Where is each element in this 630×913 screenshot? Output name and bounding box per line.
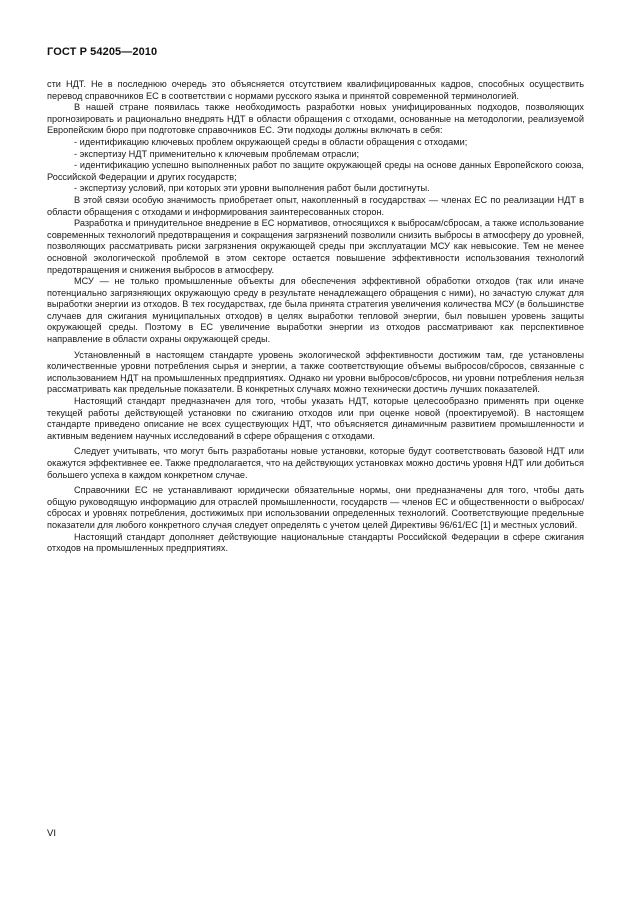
list-item: - экспертизу условий, при которых эти уровни выполнения работ были достигнуты. bbox=[74, 183, 430, 194]
page-number: VI bbox=[47, 828, 56, 839]
list-item: - идентификацию ключевых проблем окружающей среды в области обращения с отходами; bbox=[74, 136, 468, 147]
paragraph: В этой связи особую значимость приобретает опыт, накопленный в государствах — членах ЕС по реализации НДТ в области обращения с отходами и информирования заинтересованных сторон. bbox=[47, 194, 584, 217]
list-item: - экспертизу НДТ применительно к ключевым проблемам отрасли; bbox=[74, 148, 360, 159]
paragraph: Разработка и принудительное внедрение в ЕС нормативов, относящихся к выбросам/сбросам, а также использование современных технологий предотвращения и сокращения загрязнений позволили снизить выбросы в атмосферу до уровней, позволяющих рассматривать риски загрязнения окружающей среды при эксплуатации МСУ как невысокие. Тем не менее основной экологической проблемой в этом секторе остается повышение эффективности использования технологий предотвращения и снижения выбросов в атмосферу. bbox=[47, 218, 584, 275]
document-body bbox=[47, 79, 584, 555]
document-code-header: ГОСТ Р 54205—2010 bbox=[47, 46, 158, 58]
paragraph: Установленный в настоящем стандарте уровень экологической эффективности достижим там, где установлены количественные уровни потребления сырья и энергии, а также соответствующие объемы выбросов/сбросов, связанные с использованием НДТ на промышленных предприятиях. Однако ни уровни выбросов/сбросов, ни уровни потребления нельзя рассматривать как предельные показатели. В конкретных случаях можно технически достичь лучших показателей. bbox=[47, 349, 584, 395]
paragraph: Следует учитывать, что могут быть разработаны новые установки, которые будут соответствовать базовой НДТ или окажутся эффективнее ее. Также предполагается, что на действующих установках можно достичь уровня НДТ или добиться большего успеха в каждом конкретном случае. bbox=[47, 446, 584, 480]
paragraph: МСУ — не только промышленные объекты для обеспечения эффективной обработки отходов (так или иначе потенциально загрязняющих окружающую среду в результате ненадлежащего обращения с ними), но зачастую служат для выработки энергии из отходов. В тех государствах, где была принята стратегия увеличения количества МСУ (в большинстве случаев для сжигания муниципальных отходов) в целях выработки тепловой энергии, был повышен уровень защиты окружающей среды. Поэтому в ЕС увеличение выработки энергии из отходов рассматривают как перспективное направление в области охраны окружающей среды. bbox=[47, 276, 584, 345]
list-item: - идентификацию успешно выполненных работ по защите окружающей среды на основе данных Европейского союза, Российской Федерации и других государств; bbox=[47, 160, 584, 182]
paragraph-continuation: сти НДТ. Не в последнюю очередь это объясняется отсутствием квалифицированных кадров, способных осуществить перевод справочников ЕС в соответствии с нормами русского языка и принятой современной терминологией. bbox=[47, 79, 584, 101]
paragraph: Справочники ЕС не устанавливают юридически обязательные нормы, они предназначены для того, чтобы дать общую руководящую информацию для отраслей промышленности, государств — членов ЕС и общественности о выбросах/сбросах и уровнях потребления, достижимых при использовании определенных технологий. Соответствующие предельные показатели для любого конкретного случая следует определять с учетом целей Директивы 96/61/ЕС [1] и местных условий. bbox=[47, 485, 584, 530]
paragraph: В нашей стране появилась также необходимость разработки новых унифицированных подходов, позволяющих прогнозировать и рационально внедрять НДТ в области обращения с отходами, основанные на методологии, реализуемой Европейским бюро при подготовке справочников ЕС. Эти подходы должны включать в себя: bbox=[47, 102, 584, 136]
paragraph: Настоящий стандарт предназначен для того, чтобы указать НДТ, которые целесообразно применять при оценке текущей работы действующей установки по сжиганию отходов или при оценке новой (проектируемой). В настоящем стандарте приведено описание не всех существующих НДТ, что объясняется динамичным развитием промышленности и активным ведением научных исследований в сфере обращения с отходами. bbox=[47, 396, 584, 441]
paragraph: Настоящий стандарт дополняет действующие национальные стандарты Российской Федерации в сфере сжигания отходов на промышленных предприятиях. bbox=[47, 531, 584, 554]
